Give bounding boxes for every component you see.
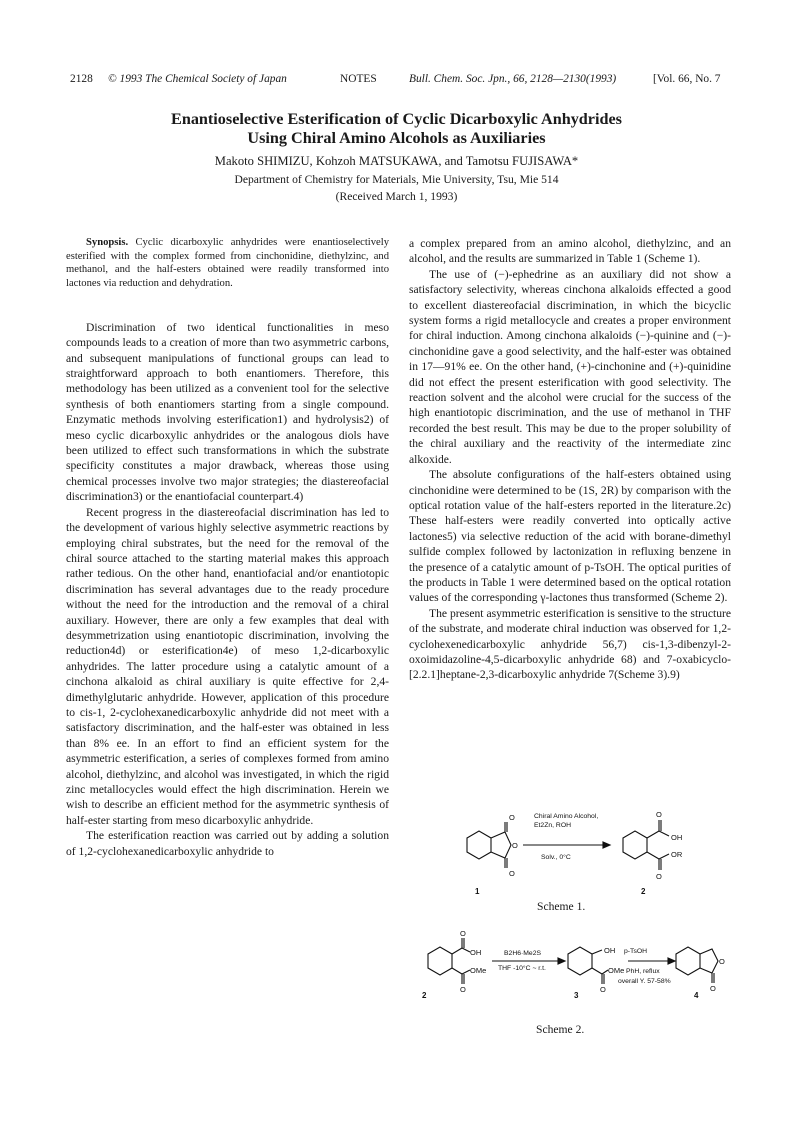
- journal-citation: Bull. Chem. Soc. Jpn., 66, 2128—2130(1993): [409, 73, 617, 85]
- carbonyl-o: O: [460, 929, 466, 938]
- carbonyl-o: O: [509, 869, 515, 878]
- section-label: NOTES: [340, 73, 377, 85]
- paragraph: The use of (−)-ephedrine as an auxiliary did not show a satisfactory selectivity, whereas cinchona alkaloids effected a good to excellent diastereofacial discrimination, in which the bicyclic system forms a rigid metallocycle and creates a proper environment for chiral induction. Among cinchona alkaloids (−)-quinine and (−)-cinchonidine gave a good selectivity, and the half-ester was obtained in 17—91% ee. On the other hand, (+)-cinchonine and (+)-quinidine did not effect the present esterification with good selectivity. The reaction solvent and the alcohol were crucial for the success of the high enantiotopic discrimination, and the use of methanol in THF recorded the best result. This may be due to the proper solubility of the chiral auxiliary and the reactivity of the intermediate zinc alkoxide.: [409, 267, 731, 466]
- page-number: 2128: [70, 73, 93, 85]
- reagent-conditions: Solv., 0°C: [541, 854, 571, 861]
- right-column: [409, 236, 731, 683]
- scheme-2-diagram: [418, 928, 738, 1016]
- carbonyl-o: O: [656, 810, 662, 819]
- reagent-line-2: Et2Zn, ROH: [534, 822, 572, 829]
- paragraph: The present asymmetric esterification is sensitive to the structure of the substrate, and moderate chiral induction was observed for 1,2-cyclohexenedicarboxylic anhydride 56,7) cis-1,3-dibenzyl-2-oxoimidazoline-4,5-dicarboxylic anhydride 68) and 7-oxabicyclo-[2.2.1]heptane-2,3-dicarboxylic anhydride 7(Scheme 3).9): [409, 606, 731, 682]
- hydroxyl-label: OH: [671, 833, 683, 842]
- step1-conditions: THF -10°C ~ r.t.: [498, 965, 546, 972]
- step1-reagent: B2H6·Me2S: [504, 950, 542, 957]
- carbonyl-o: O: [710, 984, 716, 993]
- compound-4-label: 4: [694, 991, 699, 1000]
- methoxy-label: OMe: [470, 966, 487, 975]
- carbonyl-o: O: [460, 985, 466, 994]
- paragraph: The esterification reaction was carried out by adding a solution of 1,2-cyclohexanedicarboxylic anhydride to: [66, 829, 389, 858]
- compound-2-label: 2: [641, 887, 646, 896]
- title-line-1: Enantioselective Esterification of Cyclic Dicarboxylic Anhydrides: [171, 110, 622, 128]
- volume-label: [Vol. 66, No. 7: [653, 73, 721, 85]
- article-title: [60, 110, 733, 148]
- left-column: [66, 236, 389, 859]
- paragraph: Recent progress in the diastereofacial discrimination has led to the development of various highly selective asymmetric reactions by employing chiral substrates, but the need for the removal of the chiral source attached to the starting material makes this approach rather tedious. On the other hand, enantiofacial and/or enantiotopic discrimination has several advantages due to the ready procedure without the need for the introduction and the removal of a chiral auxiliary. However, there are only a few examples that deal with desymmetrization using enantiotopic discrimination, involving the reduction4d) or esterification4e) of meso 1,2-dicarboxylic anhydrides. The latter procedure using a catalytic amount of a cinchona alkaloid as chiral auxiliary is quite effective for 2,4-dimethylglutaric anhydride. However, application of this procedure to cis-1, 2-cyclohexanedicarboxylic anhydride did not meet with a satisfactory discrimination, and the half-ester was obtained in less than 8% ee. In an effort to find an efficient system for the asymmetric esterification, a series of complexes formed from amino alcohol, diethylzinc, and alcohol was investigated, in which the rigid zinc metallocycles would effect the high discrimination. Herein we wish to describe an efficient method for the asymmetric synthesis of half-ester starting from meso dicarboxylic anhydride.: [66, 505, 389, 827]
- hydroxyl-label: OH: [604, 946, 616, 955]
- step2-conditions: PhH, reflux: [626, 968, 660, 975]
- compound-1-label: 1: [475, 887, 480, 896]
- ring-o: O: [719, 957, 725, 966]
- ester-label: OR: [671, 850, 683, 859]
- hydroxyl-label: OH: [470, 948, 482, 957]
- ring-o: O: [512, 841, 518, 850]
- scheme-2-caption: Scheme 2.: [536, 1023, 585, 1036]
- title-line-2: Using Chiral Amino Alcohols as Auxiliaries: [247, 129, 546, 147]
- step2-reagent: p-TsOH: [624, 948, 648, 955]
- carbonyl-o: O: [600, 985, 606, 994]
- compound-3-label: 3: [574, 991, 579, 1000]
- paragraph: The absolute configurations of the half-esters obtained using cinchonidine were determined to be (1S, 2R) by comparison with the optical rotation value of the half-esters reported in the literature.2c) These half-esters were readily converted into optically active lactones5) via selective reduction of the acid with borane-dimethyl sulfide complex followed by lactonization in refluxing benzene in the presence of a catalytic amount of p-TsOH. The optical purities of the products in Table 1 were determined based on the optical rotation values of the corresponding γ-lactones thus transformed (Scheme 2).: [409, 468, 731, 605]
- received-date: (Received March 1, 1993): [335, 190, 458, 203]
- methoxy-label: OMe: [608, 966, 625, 975]
- synopsis-label: Synopsis.: [86, 237, 129, 248]
- copyright-line: © 1993 The Chemical Society of Japan: [108, 73, 287, 85]
- scheme-1-diagram: [455, 800, 715, 912]
- synopsis: [66, 236, 389, 291]
- paragraph: a complex prepared from an amino alcohol, diethylzinc, and an alcohol, and the results are summarized in Table 1 (Scheme 1).: [409, 237, 731, 266]
- scheme-1-caption: Scheme 1.: [537, 900, 586, 913]
- compound-2-label: 2: [422, 991, 427, 1000]
- overall-yield: overall Y. 57-58%: [618, 978, 671, 985]
- reagent-line-1: Chiral Amino Alcohol,: [534, 813, 599, 820]
- synopsis-text: Cyclic dicarboxylic anhydrides were enantioselectively esterified with the complex formed from cinchonidine, diethylzinc, and methanol, and the half-esters obtained were readily transformed into lactones via reduction and dehydration.: [66, 237, 389, 290]
- paragraph: Discrimination of two identical functionalities in meso compounds leads to a creation of more than two asymmetric carbons, and subsequent manipulations of functional groups can lead to straightforward approach to both enantiomers. Therefore, this methodology has been utilized as a convenient tool for the selective synthesis of both enantiomers starting from a single compound. Enzymatic methods involving esterification1) and hydrolysis2) of meso cyclic dicarboxylic anhydrides or the analogous diols have been utilized to effect such transformations in which the substrate specificity constitutes a major drawback, whereas those using chemical processes involve two major strategies; the diastereofacial discrimination3) or the enantiofacial counterpart.4): [66, 320, 389, 504]
- carbonyl-o: O: [656, 872, 662, 881]
- authors: Makoto SHIMIZU, Kohzoh MATSUKAWA, and Tamotsu FUJISAWA*: [214, 154, 579, 168]
- carbonyl-o: O: [509, 813, 515, 822]
- affiliation: Department of Chemistry for Materials, Mie University, Tsu, Mie 514: [234, 173, 559, 186]
- running-header: [70, 73, 730, 89]
